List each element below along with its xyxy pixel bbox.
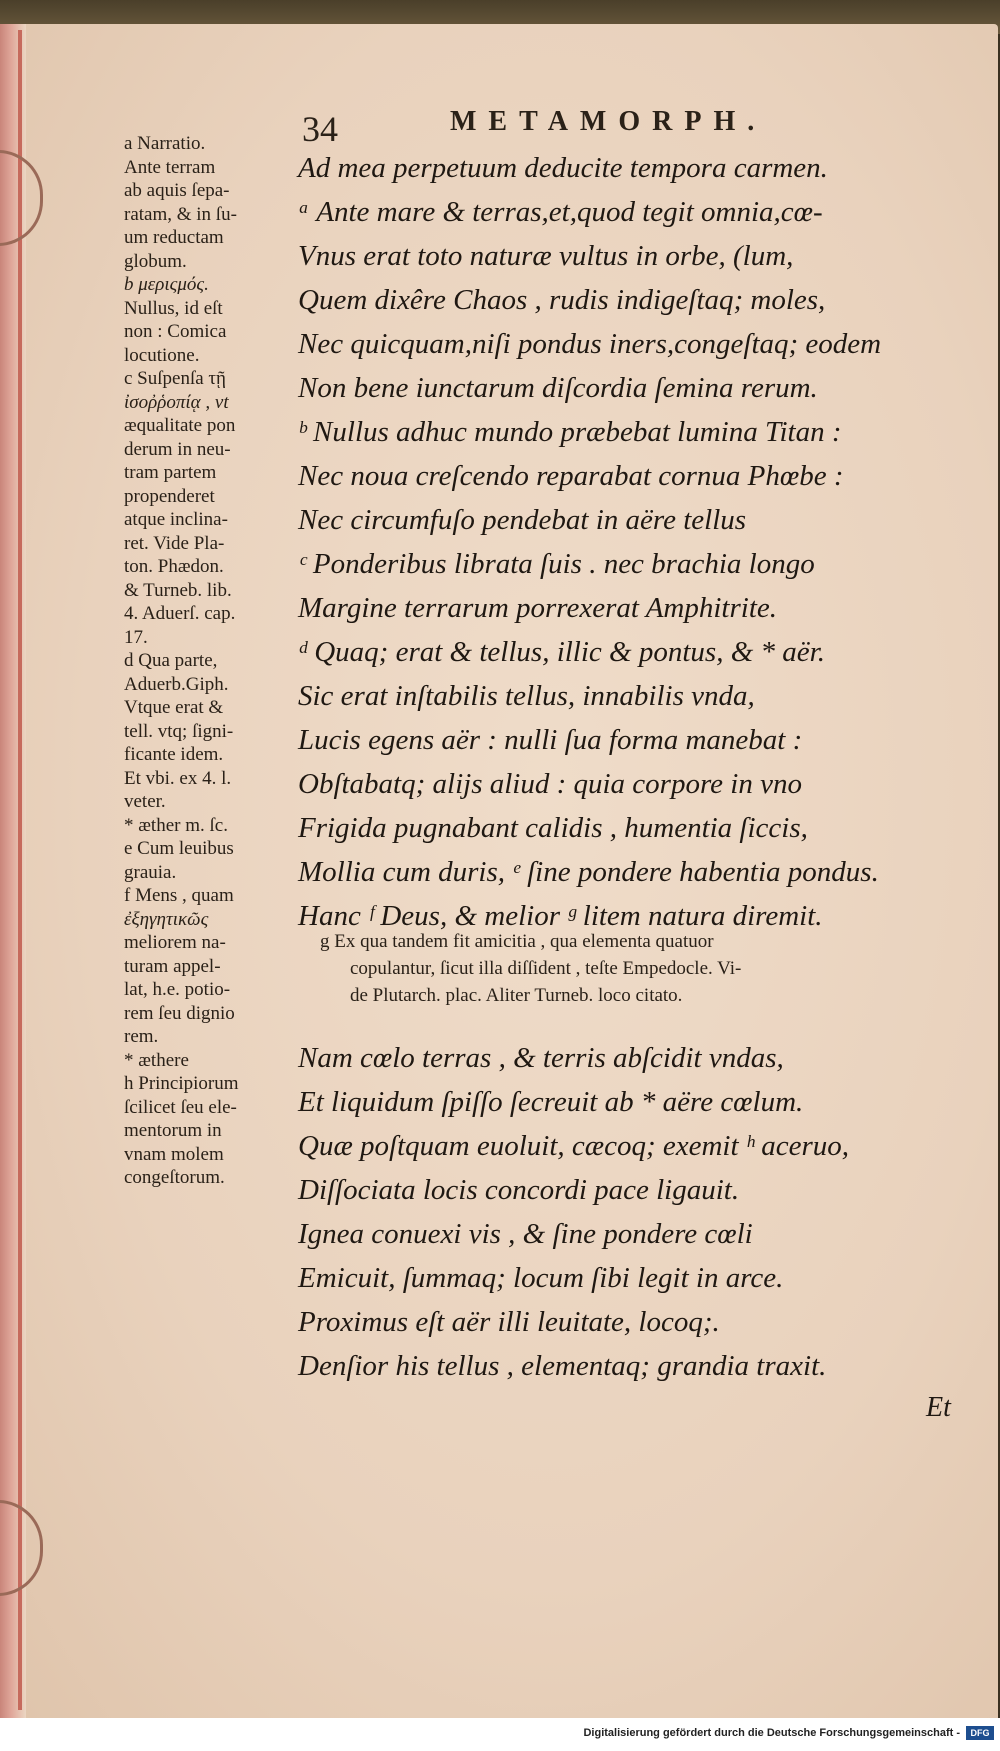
verse-line: Proximus eſt aër illi leuitate, locoq;.	[298, 1306, 720, 1338]
margin-line: meliorem na-	[124, 932, 226, 953]
margin-line: ἰσοῤῥοπίᾳ , vt	[124, 391, 229, 413]
margin-line: ab aquis ſepa-	[124, 180, 230, 201]
margin-line: ret. Vide Pla-	[124, 532, 225, 554]
margin-notes	[124, 132, 292, 1190]
margin-line: b μεριςμός.	[124, 274, 209, 295]
margin-line: tram partem	[124, 462, 217, 483]
margin-line: ratam, & in ſu-	[124, 203, 237, 225]
margin-line: h Principiorum	[124, 1073, 239, 1094]
catchword: Et	[926, 1392, 951, 1423]
margin-line: mentorum in	[124, 1120, 222, 1141]
margin-line: * æthere	[124, 1049, 189, 1071]
margin-line: veter.	[124, 791, 166, 812]
page-red-edge	[18, 30, 22, 1710]
verse-line: Nec noua creſcendo reparabat cornua Phœbe :	[298, 460, 844, 492]
margin-line: vnam molem	[124, 1143, 224, 1165]
margin-line: ficante idem.	[124, 744, 224, 765]
verse-line: Lucis egens aër : nulli ſua forma manebat :	[298, 724, 803, 756]
margin-line: turam appel-	[124, 955, 221, 977]
verse-line: ᵇ Nullus adhuc mundo præbebat lumina Titan :	[298, 416, 842, 448]
margin-line: Aduerb.Giph.	[124, 673, 229, 695]
verse-line: Quem dixêre Chaos , rudis indigeſtaq; moles,	[298, 284, 826, 316]
margin-line: rem ſeu dignio	[124, 1002, 235, 1024]
verse-line: Nec circumfuſo pendebat in aëre tellus	[298, 504, 747, 536]
footnote-line: g Ex qua tandem fit amicitia , qua elementa quatuor	[320, 931, 714, 952]
margin-line: Vtque erat &	[124, 697, 224, 718]
margin-line: f Mens , quam	[124, 885, 234, 906]
margin-line: Nullus, id eſt	[124, 297, 223, 319]
verse-line: Ignea conuexi vis , & ſine pondere cœli	[298, 1218, 753, 1250]
verse-line: Margine terrarum porrexerat Amphitrite.	[298, 592, 777, 624]
verse-line: Vnus erat toto naturæ vultus in orbe, (lum,	[298, 240, 794, 272]
verse-line: ᵃ Ante mare & terras,et,quod tegit omnia,cœ-	[298, 196, 823, 228]
margin-line: e Cum leuibus	[124, 838, 234, 859]
page-number: 34	[302, 109, 338, 149]
verse-line: Diſſociata locis concordi pace ligauit.	[298, 1174, 740, 1206]
verse-line: ᶜ Ponderibus librata ſuis . nec brachia longo	[298, 548, 815, 580]
verse-line: Quæ poſtquam euoluit, cæcoq; exemit ʰ aceruo,	[298, 1130, 850, 1162]
margin-line: non : Comica	[124, 321, 227, 342]
footnote-line: copulantur, ſicut illa diſſident , teſte Empedocle. Vi-	[350, 958, 742, 979]
margin-line: c Suſpenſa τῇ	[124, 368, 226, 389]
verse-line: Obſtabatq; alijs aliud : quia corpore in vno	[298, 768, 802, 800]
margin-line: rem.	[124, 1026, 159, 1047]
verse-line: Nam cœlo terras , & terris abſcidit vndas,	[298, 1042, 784, 1074]
margin-line: locutione.	[124, 344, 200, 366]
margin-line: grauia.	[124, 861, 177, 883]
verse-line: Frigida pugnabant calidis , humentia ſiccis,	[298, 812, 808, 844]
digitization-credit: Digitalisierung gefördert durch die Deutsche Forschungsgemeinschaft -	[583, 1727, 960, 1739]
margin-line: a Narratio.	[124, 133, 206, 154]
margin-line: ton. Phædon.	[124, 556, 224, 577]
margin-line: derum in neu-	[124, 438, 231, 460]
margin-line: tell. vtq; ſigni-	[124, 720, 234, 742]
margin-line: Et vbi. ex 4. l.	[124, 767, 232, 789]
margin-line: um reductam	[124, 227, 224, 248]
margin-line: d Qua parte,	[124, 650, 218, 671]
verse-line: ᵈ Quaq; erat & tellus, illic & pontus, & * aër.	[298, 636, 825, 668]
verse-block-bottom	[298, 1036, 968, 1388]
verse-line: Denſior his tellus , elementaq; grandia traxit.	[298, 1350, 827, 1382]
margin-line: atque inclina-	[124, 509, 228, 530]
margin-line: propenderet	[124, 485, 215, 507]
page-gutter	[0, 24, 26, 1724]
verse-block-top	[298, 146, 968, 938]
margin-line: globum.	[124, 250, 187, 272]
verse-line: Nec quicquam,niſi pondus iners,congeſtaq; eodem	[298, 328, 882, 360]
margin-line: 4. Aduerſ. cap.	[124, 603, 236, 624]
margin-line: ſcilicet ſeu ele-	[124, 1096, 237, 1118]
margin-line: 17.	[124, 626, 148, 648]
margin-line: lat, h.e. potio-	[124, 979, 231, 1000]
verse-line: Ad mea perpetuum deducite tempora carmen.	[298, 152, 828, 184]
verse-line: Mollia cum duris, ᵉ ſine pondere habentia pondus.	[298, 856, 879, 888]
running-title: METAMORPH.	[450, 106, 767, 137]
margin-line: & Turneb. lib.	[124, 579, 232, 601]
verse-line: Et liquidum ſpiſſo ſecreuit ab * aëre cœlum.	[298, 1086, 804, 1118]
verse-line: Hanc ᶠ Deus, & melior ᵍ litem natura diremit.	[298, 900, 823, 932]
margin-line: * æther m. ſc.	[124, 814, 228, 836]
verse-line: Sic erat inſtabilis tellus, innabilis vnda,	[298, 680, 755, 712]
margin-line: æqualitate pon	[124, 415, 236, 436]
footnote-line: de Plutarch. plac. Aliter Turneb. loco citato.	[350, 985, 683, 1006]
margin-line: congeſtorum.	[124, 1167, 225, 1188]
footnote-g	[320, 928, 960, 1009]
margin-line: ἐξηγητικῶς	[124, 908, 209, 930]
verse-line: Non bene iunctarum diſcordia ſemina rerum.	[298, 372, 818, 404]
margin-line: Ante terram	[124, 156, 216, 178]
verse-line: Emicuit, ſummaq; locum ſibi legit in arce.	[298, 1262, 784, 1294]
dfg-logo: DFG	[966, 1726, 994, 1740]
